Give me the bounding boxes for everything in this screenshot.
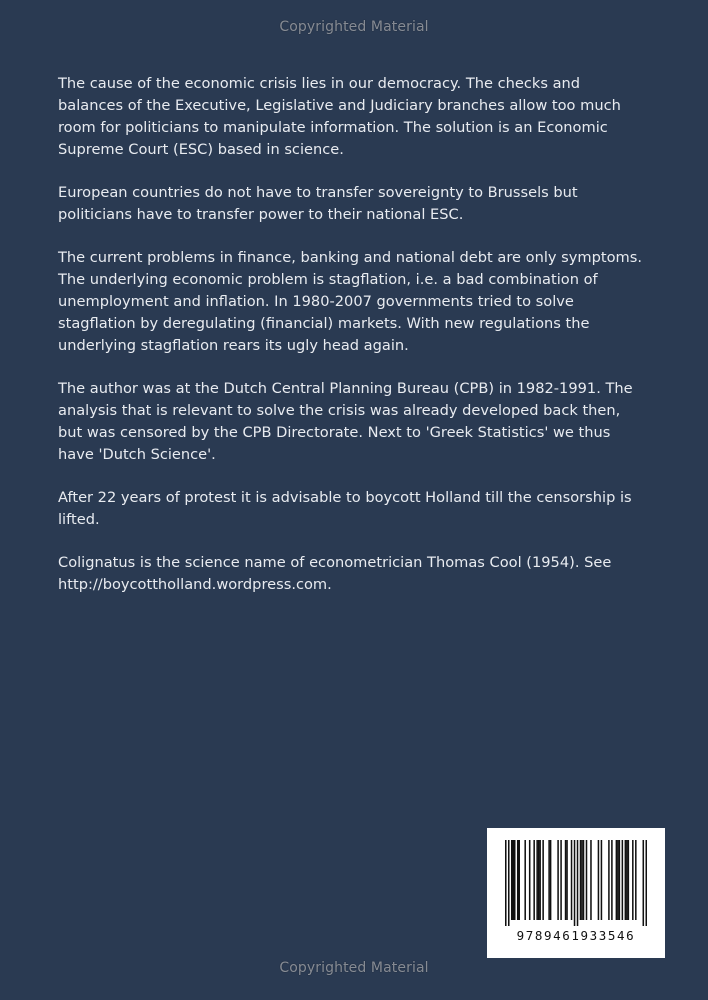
barcode-bar: [533, 840, 535, 920]
barcode-bar: [628, 840, 630, 920]
barcode-bar: [598, 840, 600, 920]
paragraph-stagflation: The current problems in finance, banking and national debt are only symptoms. The underlying economic problem is stagflation, i.e. a bad combination of unemployment and inflation. In 1980-2007 governments tried to solve stagflation by deregulating (financial) markets. With new regulations the underlying stagflation rears its ugly head again.: [58, 249, 642, 354]
barcode-bar: [622, 840, 624, 920]
barcode-bar: [571, 840, 573, 920]
barcode-bar: [524, 840, 526, 920]
barcode-bar: [646, 840, 647, 926]
barcode-bar: [608, 840, 610, 920]
watermark-top: Copyrighted Material: [279, 19, 429, 35]
isbn-barcode: [487, 828, 665, 958]
barcode-bar: [586, 840, 588, 920]
barcode-bar: [505, 840, 507, 926]
barcode-bar: [514, 840, 516, 920]
barcode-bar: [580, 840, 582, 920]
barcode-bar: [581, 840, 583, 920]
barcode-bar: [616, 840, 618, 920]
paragraph-boycott: After 22 years of protest it is advisable to boycott Holland till the censorship is lifted.: [58, 489, 632, 528]
blurb-text: [58, 73, 648, 617]
barcode-bar: [539, 840, 541, 920]
isbn-digits: 9789461933546: [516, 928, 636, 943]
barcode-bar: [583, 840, 585, 920]
barcode-bar: [601, 840, 603, 920]
barcode-bar: [619, 840, 621, 920]
barcode-bar: [611, 840, 613, 920]
barcode-bar: [517, 840, 519, 920]
barcode-bar: [632, 840, 634, 920]
barcode-bar: [617, 840, 619, 920]
barcode-bar: [508, 840, 510, 926]
barcode-bar: [560, 840, 562, 920]
paragraph-crisis-cause: The cause of the economic crisis lies in our democracy. The checks and balances of the Executive, Legislative and Judiciary branches allow too much room for politicians to manipulate information. The solution is an Economic Supreme Court (ESC) based in science.: [58, 75, 621, 158]
barcode-bar: [518, 840, 520, 920]
barcode-bar: [565, 840, 567, 920]
barcode-bar: [512, 840, 514, 920]
barcode-bar: [557, 840, 559, 920]
paragraph-author-cpb: The author was at the Dutch Central Planning Bureau (CPB) in 1982-1991. The analysis that is relevant to solve the crisis was already developed back then, but was censored by the CPB Directorate. Next to 'Greek Statistics' we thus have 'Dutch Science'.: [58, 380, 633, 463]
barcode-bar: [538, 840, 540, 920]
watermark-bottom: Copyrighted Material: [279, 960, 429, 976]
barcode-bar: [590, 840, 592, 920]
barcode-bar: [574, 840, 576, 926]
paragraph-sovereignty: European countries do not have to transfer sovereignty to Brussels but politicians have to transfer power to their national ESC.: [58, 184, 578, 223]
barcode-bar: [511, 840, 513, 920]
barcode-bar: [626, 840, 628, 920]
barcode-bar: [577, 840, 579, 926]
barcode-bar: [635, 840, 637, 920]
barcode-bar: [625, 840, 627, 920]
paragraph-colignatus: Colignatus is the science name of econometrician Thomas Cool (1954). See http://boycottholland.wordpress.com.: [58, 554, 612, 593]
barcode-bar: [529, 840, 531, 920]
barcode-bar: [643, 840, 645, 926]
barcode-bar: [566, 840, 568, 920]
barcode-bar: [550, 840, 552, 920]
barcode-bar: [536, 840, 538, 920]
barcode-bar: [548, 840, 550, 920]
barcode-bar: [542, 840, 544, 920]
barcode-bars: [505, 840, 647, 926]
